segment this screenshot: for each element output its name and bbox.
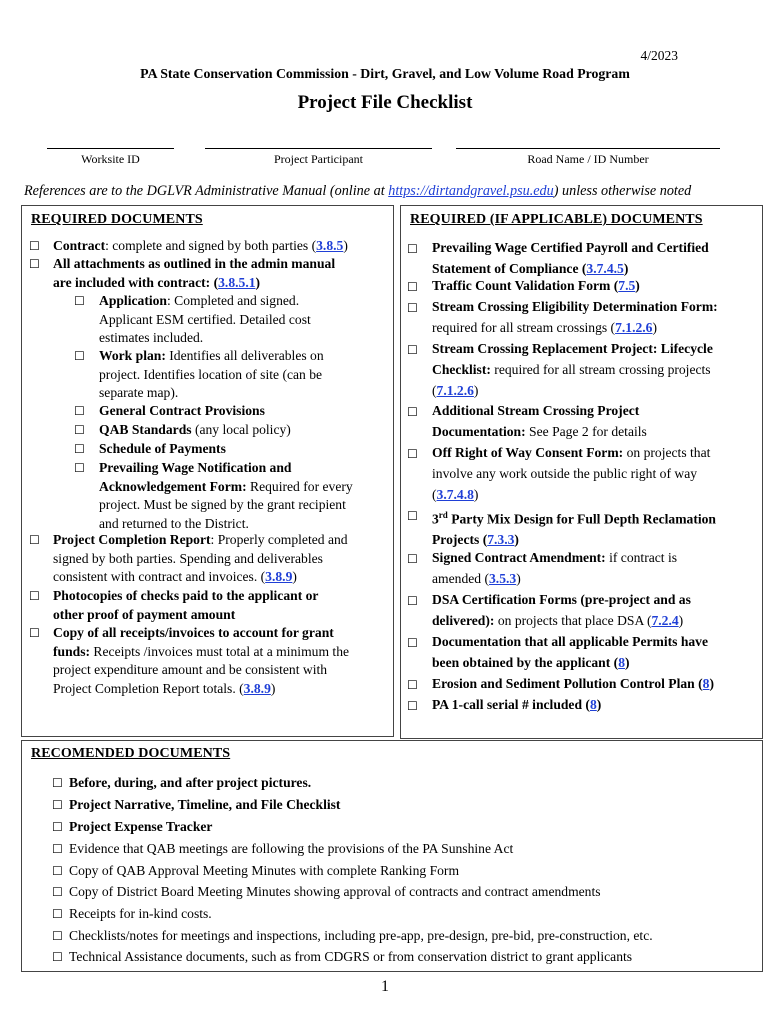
- item-mix-design: 3rd Party Mix Design for Full Depth Reclamation Projects (7.3.3): [432, 510, 716, 548]
- checkbox-dsa-certification[interactable]: ☐: [407, 594, 418, 608]
- checkbox-contract[interactable]: ☐: [29, 239, 40, 253]
- checkbox-additional-stream[interactable]: ☐: [407, 405, 418, 419]
- checkbox-contract-amendment[interactable]: ☐: [407, 552, 418, 566]
- checkbox-gcp[interactable]: ☐: [74, 404, 85, 418]
- recommended-item-label: Evidence that QAB meetings are following the provisions of the PA Sunshine Act: [69, 841, 514, 856]
- item-application: Application: Completed and signed. Applicant ESM certified. Detailed cost estimates included.: [99, 293, 311, 346]
- checkbox-stream-eligibility[interactable]: ☐: [407, 301, 418, 315]
- manual-link[interactable]: https://dirtandgravel.psu.edu: [388, 183, 554, 199]
- recommended-item-label: Checklists/notes for meetings and inspections, including pre-app, pre-design, pre-bid, pre-construction, etc.: [69, 928, 653, 943]
- checkbox-erosion-plan[interactable]: ☐: [407, 678, 418, 692]
- project-participant-label: Project Participant: [274, 152, 363, 166]
- item-prevailing-wage-notification: Prevailing Wage Notification and Acknowledgement Form: Required for every project. Must be signed by the grant recipient and returned to the District.: [99, 460, 353, 531]
- project-participant-line[interactable]: [205, 148, 432, 149]
- recommended-item: [52, 818, 212, 836]
- checkbox-completion-report[interactable]: ☐: [29, 533, 40, 547]
- item-attachments: All attachments as outlined in the admin manual are included with contract: (3.8.5.1): [53, 256, 336, 290]
- worksite-id-label: Worksite ID: [81, 152, 140, 166]
- worksite-id-line[interactable]: [47, 148, 174, 149]
- recommended-item: [52, 796, 340, 814]
- recommended-documents-box: [21, 740, 763, 972]
- recommended-checkbox[interactable]: ☐: [52, 950, 63, 964]
- item-permits: Documentation that all applicable Permits have been obtained by the applicant (8): [432, 634, 709, 670]
- recommended-item: [52, 862, 459, 880]
- recommended-heading: RECOMENDED DOCUMENTS: [31, 746, 231, 761]
- references-note: References are to the DGLVR Administrative Manual (online at https://dirtandgravel.psu.edu) unless otherwise noted: [24, 183, 692, 199]
- required-if-applicable-box: [400, 205, 763, 739]
- recommended-item-label: Project Narrative, Timeline, and File Checklist: [69, 797, 341, 812]
- item-traffic-count: Traffic Count Validation Form (7.5): [432, 278, 640, 293]
- recommended-item: [52, 927, 653, 945]
- page-number: 1: [381, 978, 389, 995]
- item-stream-eligibility: Stream Crossing Eligibility Determination Form: required for all stream crossings (7.1.2.6): [432, 299, 718, 335]
- item-work-plan: Work plan: Identifies all deliverables on project. Identifies location of site (can be separate map).: [99, 348, 324, 401]
- document-date: 4/2023: [640, 48, 678, 63]
- item-signed-contract-amendment: Signed Contract Amendment: if contract is amended (3.5.3): [432, 550, 678, 586]
- checkbox-receipts[interactable]: ☐: [29, 626, 40, 640]
- checkbox-qab[interactable]: ☐: [74, 423, 85, 437]
- program-title: PA State Conservation Commission - Dirt, Gravel, and Low Volume Road Program: [140, 66, 630, 81]
- recommended-checkbox[interactable]: ☐: [52, 864, 63, 878]
- checkbox-right-of-way[interactable]: ☐: [407, 447, 418, 461]
- recommended-checkbox[interactable]: ☐: [52, 820, 63, 834]
- item-copy-of-receipts: Copy of all receipts/invoices to account for grant funds: Receipts /invoices must total at a minimum the project expenditure amount and be consistent with Project Completion Report totals. (3.8.9): [53, 625, 350, 696]
- item-photocopies-of-checks: Photocopies of checks paid to the applicant or other proof of payment amount: [53, 588, 319, 622]
- recommended-item: [52, 774, 311, 792]
- checkbox-schedule[interactable]: ☐: [74, 442, 85, 456]
- recommended-checkbox[interactable]: ☐: [52, 907, 63, 921]
- checkbox-work-plan[interactable]: ☐: [74, 349, 85, 363]
- item-off-right-of-way: Off Right of Way Consent Form: on projects that involve any work outside the public right of way (3.7.4.8): [432, 445, 711, 502]
- recommended-checkbox[interactable]: ☐: [52, 798, 63, 812]
- page-title: Project File Checklist: [297, 92, 473, 113]
- item-dsa-certification: DSA Certification Forms (pre-project and as delivered): on projects that place DSA (7.2.4): [432, 592, 691, 628]
- checkbox-application[interactable]: ☐: [74, 294, 85, 308]
- item-pa1-call: PA 1-call serial # included (8): [432, 697, 602, 712]
- recommended-checkbox[interactable]: ☐: [52, 776, 63, 790]
- checkbox-traffic-count[interactable]: ☐: [407, 280, 418, 294]
- road-name-label: Road Name / ID Number: [527, 152, 649, 166]
- item-stream-replacement: Stream Crossing Replacement Project: Lifecycle Checklist: required for all stream crossing projects (7.1.2.6): [432, 341, 713, 398]
- item-erosion-plan: Erosion and Sediment Pollution Control Plan (8): [432, 676, 714, 691]
- item-contract: Contract: complete and signed by both parties (3.8.5): [53, 238, 348, 253]
- recommended-item: [52, 840, 513, 858]
- recommended-checkbox[interactable]: ☐: [52, 929, 63, 943]
- recommended-item: [52, 905, 212, 923]
- item-schedule-of-payments: Schedule of Payments: [99, 441, 226, 456]
- checkbox-certified-payroll[interactable]: ☐: [407, 242, 418, 256]
- checkbox-mix-design[interactable]: ☐: [407, 509, 418, 523]
- recommended-checkbox[interactable]: ☐: [52, 842, 63, 856]
- recommended-item-label: Copy of QAB Approval Meeting Minutes with complete Ranking Form: [69, 863, 460, 878]
- checkbox-prevailing-wage[interactable]: ☐: [74, 461, 85, 475]
- recommended-item-label: Copy of District Board Meeting Minutes showing approval of contracts and contract amendments: [69, 884, 601, 899]
- recommended-item-label: Before, during, and after project pictures.: [69, 775, 312, 790]
- checkbox-attachments[interactable]: ☐: [29, 257, 40, 271]
- checkbox-pa1-call[interactable]: ☐: [407, 699, 418, 713]
- item-project-completion-report: Project Completion Report: Properly completed and signed by both parties. Spending and deliverables consistent with contract and invoices. (3.8.9): [53, 532, 348, 585]
- required-documents-box: [21, 205, 394, 737]
- recommended-item: [52, 948, 632, 966]
- recommended-item-label: Project Expense Tracker: [69, 819, 213, 834]
- recommended-checkbox[interactable]: ☐: [52, 885, 63, 899]
- recommended-item-label: Technical Assistance documents, such as from CDGRS or from conservation district to grant applicants: [69, 949, 633, 964]
- checkbox-stream-replacement[interactable]: ☐: [407, 343, 418, 357]
- road-name-line[interactable]: [456, 148, 720, 149]
- recommended-item-label: Receipts for in-kind costs.: [69, 906, 212, 921]
- recommended-item: [52, 883, 601, 901]
- checkbox-permits[interactable]: ☐: [407, 636, 418, 650]
- item-qab-standards: QAB Standards (any local policy): [99, 422, 291, 437]
- item-certified-payroll: Prevailing Wage Certified Payroll and Certified Statement of Compliance (3.7.4.5): [432, 240, 709, 276]
- applicable-heading: REQUIRED (IF APPLICABLE) DOCUMENTS: [410, 212, 703, 227]
- item-general-contract-provisions: General Contract Provisions: [99, 403, 265, 418]
- checkbox-photocopies[interactable]: ☐: [29, 589, 40, 603]
- item-additional-stream-crossing: Additional Stream Crossing Project Documentation: See Page 2 for details: [432, 403, 647, 439]
- required-heading: REQUIRED DOCUMENTS: [31, 212, 203, 227]
